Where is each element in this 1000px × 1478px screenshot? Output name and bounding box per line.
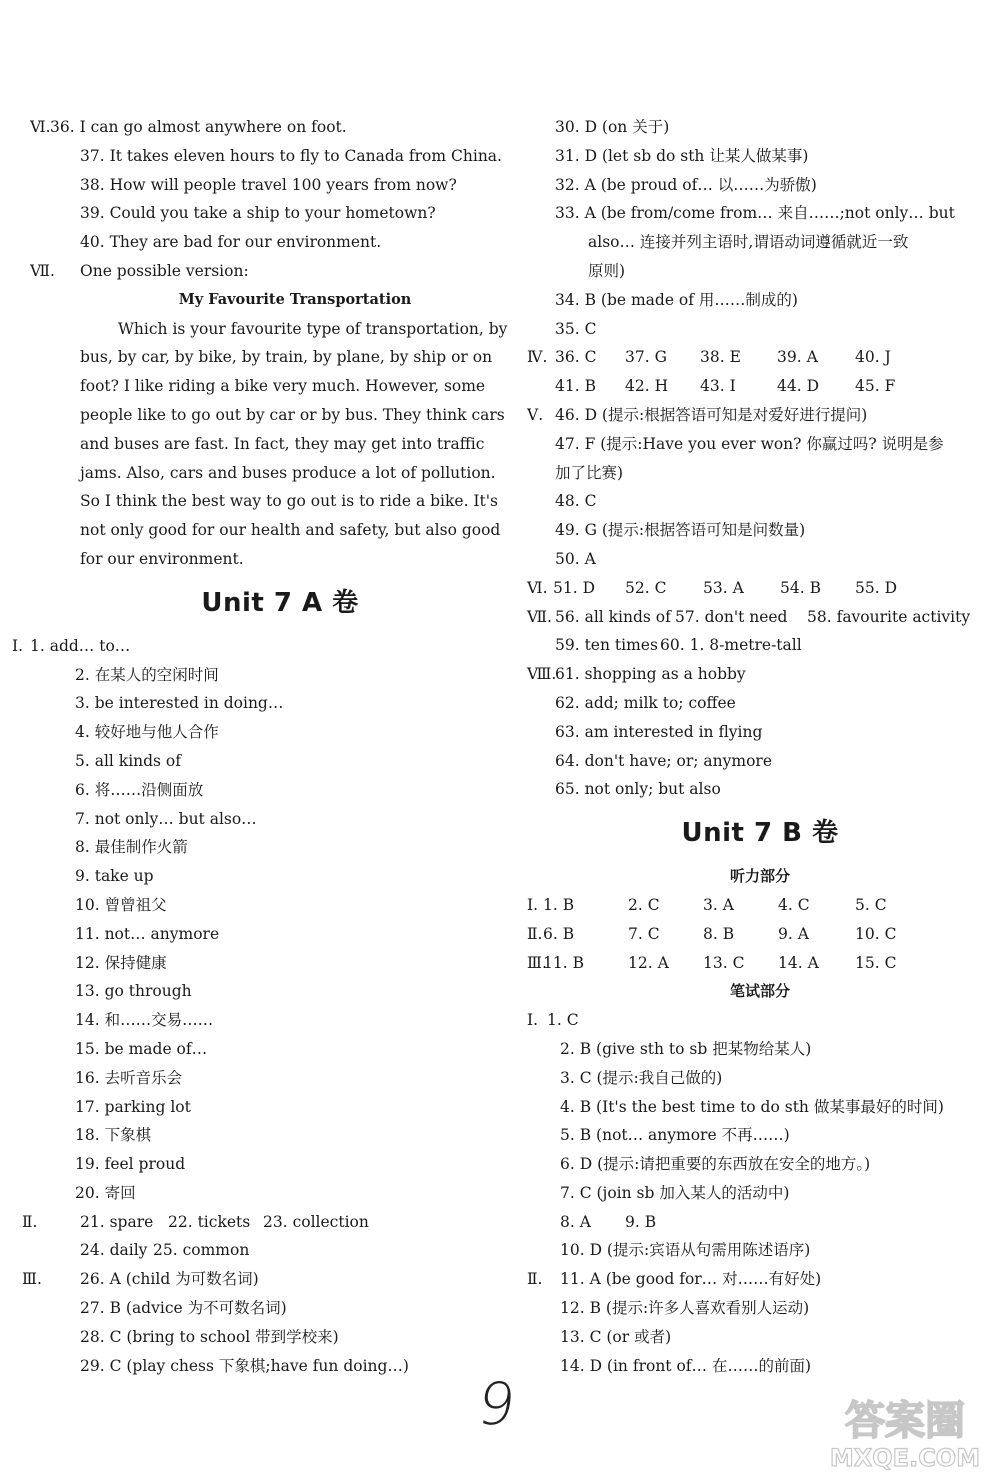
answer-item: 10. D (提示:宾语从句需用陈述语序) <box>560 1241 811 1260</box>
answer-item: 32. A (be proud of… 以……为骄傲) <box>555 175 817 194</box>
answer-item: 48. C <box>555 492 597 511</box>
written-title: 笔试部分 <box>729 982 790 1001</box>
right-line <box>525 315 995 344</box>
essay-line <box>30 343 510 372</box>
left-i-line <box>30 920 510 949</box>
answer-item: 58. favourite activity <box>807 607 971 626</box>
written-ii-line <box>525 1265 995 1294</box>
essay-line <box>30 545 510 574</box>
essay-line <box>30 372 510 401</box>
answer-item: 29. C (play chess 下象棋;have fun doing…) <box>80 1356 409 1375</box>
answer-item: 27. B (advice 为不可数名词) <box>80 1299 287 1318</box>
left-i-line <box>30 718 510 747</box>
answer-item: 13. go through <box>75 982 192 1001</box>
right-viii-line <box>525 689 995 718</box>
answer-item: 61. shopping as a hobby <box>555 665 746 684</box>
answer-item: 10. C <box>855 924 897 943</box>
essay-line <box>30 430 510 459</box>
left-i-line <box>30 1121 510 1150</box>
answer-item: 36. C <box>555 348 597 367</box>
left-i-line <box>30 1006 510 1035</box>
essay-text: people like to go out by car or by bus. They think cars <box>80 405 505 424</box>
section-label: Ⅳ. <box>527 348 548 367</box>
left-i-line <box>30 1064 510 1093</box>
right-v-line <box>525 430 995 459</box>
answer-item: 33. A (be from/come from… 来自……;not only… but <box>555 204 955 223</box>
section-label: Ⅱ. <box>527 1270 543 1289</box>
section-label: Ⅰ. <box>527 895 539 914</box>
section-label: Ⅲ. <box>22 1270 42 1289</box>
right-viii-line <box>525 747 995 776</box>
section-label: Ⅷ. <box>527 665 557 684</box>
left-vi-line <box>30 142 510 171</box>
left-i-line <box>30 805 510 834</box>
answer-item: 6. B <box>543 924 575 943</box>
answer-item: 52. C <box>625 578 667 597</box>
right-iv-line <box>525 343 995 372</box>
right-line <box>525 199 995 228</box>
essay-text: Which is your favourite type of transportation, by <box>118 319 508 338</box>
answer-item: 56. all kinds of <box>555 607 671 626</box>
answer-item: 6. D (提示:请把重要的东西放在安全的地方。) <box>560 1155 871 1174</box>
answer-item: 28. C (bring to school 带到学校来) <box>80 1327 339 1346</box>
answer-item: 11. A (be good for… 对……有好处) <box>560 1270 822 1289</box>
answer-item: 7. C (join sb 加入某人的活动中) <box>560 1183 790 1202</box>
right-line <box>525 286 995 315</box>
left-vii-line <box>30 257 510 286</box>
essay-text: So I think the best way to go out is to ride a bike. It's <box>80 492 498 511</box>
right-vii-line <box>525 603 995 632</box>
right-v-line <box>525 487 995 516</box>
left-iii-line <box>30 1352 510 1381</box>
left-i-line <box>30 1035 510 1064</box>
left-vi-line <box>30 171 510 200</box>
section-label: Ⅱ. <box>22 1212 38 1231</box>
answer-item: 18. 下象棋 <box>75 1126 152 1145</box>
answer-item: 41. B <box>555 377 596 396</box>
answer-item: 43. I <box>700 377 736 396</box>
answer-item: 13. C <box>703 953 745 972</box>
answer-item: 15. be made of… <box>75 1039 208 1058</box>
answer-item: 4. B (It's the best time to do sth 做某事最好的时间) <box>560 1097 944 1116</box>
answer-item: 40. They are bad for our environment. <box>80 233 382 252</box>
right-v-line <box>525 545 995 574</box>
right-iv-line <box>525 372 995 401</box>
written-i-line <box>525 1150 995 1179</box>
answer-item: 22. tickets <box>168 1212 251 1231</box>
listening-title: 听力部分 <box>729 867 790 886</box>
answer-item: 31. D (let sb do sth 让某人做某事) <box>555 146 809 165</box>
answer-item: 25. common <box>153 1241 250 1260</box>
left-i-line <box>30 891 510 920</box>
essay-text: foot? I like riding a bike very much. However, some <box>80 377 486 396</box>
answer-item: 11. not… anymore <box>75 924 220 943</box>
answer-item: 54. B <box>780 578 821 597</box>
answer-item: 加了比赛) <box>555 463 624 482</box>
left-i-line <box>30 949 510 978</box>
right-line <box>525 228 995 257</box>
right-v-line <box>525 401 995 430</box>
left-vi-line-1 <box>30 113 510 142</box>
written-i-line <box>525 1208 995 1237</box>
written-i-line <box>525 1035 995 1064</box>
written-i-line <box>525 1179 995 1208</box>
left-ii-line <box>30 1236 510 1265</box>
left-vi-line <box>30 228 510 257</box>
answer-item: 39. A <box>777 348 818 367</box>
answer-item: 9. take up <box>75 867 154 886</box>
answer-item: 59. ten times <box>555 636 658 655</box>
answer-item: 46. D (提示:根据答语可知是对爱好进行提问) <box>555 405 868 424</box>
answer-item: 3. C (提示:我自己做的) <box>560 1068 723 1087</box>
answer-item: 51. D <box>553 578 596 597</box>
answer-item: 16. 去听音乐会 <box>75 1068 183 1087</box>
answer-item: 2. 在某人的空闲时间 <box>75 665 219 684</box>
answer-item: 23. collection <box>263 1212 369 1231</box>
watermark-text-1: 答案圈 <box>845 1398 965 1444</box>
answer-item: 49. G (提示:根据答语可知是问数量) <box>555 521 806 540</box>
left-iii-line <box>30 1323 510 1352</box>
answer-item: 6. 将……沿侧面放 <box>75 780 204 799</box>
answer-item: 9. A <box>778 924 809 943</box>
answer-item: 26. A (child 为可数名词) <box>80 1270 259 1289</box>
right-column <box>525 113 995 1380</box>
listening-i-line <box>525 891 995 920</box>
answer-item: 63. am interested in flying <box>555 722 763 741</box>
written-i-line <box>525 1006 995 1035</box>
left-ii-line <box>22 1208 510 1237</box>
section-label: Ⅰ. <box>527 1011 539 1030</box>
essay-title: My Favourite Transportation <box>178 290 412 308</box>
left-iii-line <box>22 1265 510 1294</box>
right-viii-line <box>525 660 995 689</box>
answer-item: 65. not only; but also <box>555 780 721 799</box>
right-line <box>525 171 995 200</box>
answer-item: 55. D <box>855 578 898 597</box>
answer-item: 19. feel proud <box>75 1155 186 1174</box>
left-column <box>12 113 510 1380</box>
written-ii-line <box>525 1352 995 1381</box>
left-i-line <box>30 1150 510 1179</box>
written-i-line <box>525 1121 995 1150</box>
unit-b-title: Unit 7 B 卷 <box>681 818 839 849</box>
left-i-line <box>30 747 510 776</box>
essay-text: bus, by car, by bike, by train, by plane, by ship or on <box>80 348 493 367</box>
answer-item: 15. C <box>855 953 897 972</box>
answer-item: 7. not only… but also… <box>75 809 257 828</box>
listening-ii-line <box>525 920 995 949</box>
essay-line <box>30 487 510 516</box>
right-line <box>525 113 995 142</box>
answer-item: 12. A <box>628 953 669 972</box>
answer-item: 5. B (not… anymore 不再……) <box>560 1126 790 1145</box>
written-ii-line <box>525 1323 995 1352</box>
section-label: Ⅲ. <box>527 953 547 972</box>
section-label: Ⅴ. <box>527 405 544 424</box>
answer-item: 17. parking lot <box>75 1097 191 1116</box>
answer-item: 10. 曾曾祖父 <box>75 895 167 914</box>
answer-item: 64. don't have; or; anymore <box>555 751 773 770</box>
answer-item: 36. I can go almost anywhere on foot. <box>50 118 347 136</box>
answer-item: 37. It takes eleven hours to fly to Canada from China. <box>80 146 502 165</box>
answer-item: 53. A <box>703 578 744 597</box>
watermark-logo <box>823 1384 988 1474</box>
right-v-line <box>525 459 995 488</box>
answer-item: 原则) <box>588 261 626 280</box>
left-i-line <box>30 1093 510 1122</box>
answer-item: 47. F (提示:Have you ever won? 你赢过吗? 说明是参 <box>555 434 944 453</box>
essay-text: not only good for our health and safety, but also good <box>80 521 501 540</box>
left-i-line <box>30 862 510 891</box>
answer-item: 3. A <box>703 895 734 914</box>
answer-item: 5. all kinds of <box>75 751 182 770</box>
answer-item: 4. 较好地与他人合作 <box>75 723 219 742</box>
answer-item: 7. C <box>628 924 660 943</box>
right-viii-line <box>525 718 995 747</box>
essay-text: jams. Also, cars and buses produce a lot of pollution. <box>80 463 496 482</box>
section-label: Ⅱ. <box>527 924 543 943</box>
section-label: Ⅶ. <box>30 261 55 280</box>
essay-line <box>30 315 510 344</box>
answer-item: 4. C <box>778 895 810 914</box>
answer-item: 11. B <box>543 953 584 972</box>
written-i-line <box>525 1236 995 1265</box>
answer-item: 42. H <box>625 377 669 396</box>
answer-item: 21. spare <box>80 1212 154 1231</box>
answer-item: 34. B (be made of 用……制成的) <box>555 290 798 309</box>
answer-item: 39. Could you take a ship to your hometown? <box>80 204 436 223</box>
answer-item: 20. 寄回 <box>75 1183 136 1202</box>
answer-item: 8. B <box>703 924 735 943</box>
left-iii-line <box>30 1294 510 1323</box>
essay-line <box>30 516 510 545</box>
right-line <box>525 142 995 171</box>
left-i-line <box>30 776 510 805</box>
right-viii-line <box>525 775 995 804</box>
answer-item: 12. 保持健康 <box>75 953 167 972</box>
listening-iii-line <box>525 949 995 978</box>
section-label: Ⅵ. <box>30 118 51 136</box>
answer-item: 5. C <box>855 895 887 914</box>
answer-item: 50. A <box>555 549 596 568</box>
answer-item: 9. B <box>625 1212 657 1231</box>
essay-text: for our environment. <box>80 549 244 568</box>
essay-line <box>30 401 510 430</box>
section-label: Ⅵ. <box>527 578 548 597</box>
answer-item: 62. add; milk to; coffee <box>555 693 736 712</box>
left-vi-line <box>30 199 510 228</box>
answer-item: 1. C <box>547 1011 579 1030</box>
answer-item: 1. B <box>543 895 575 914</box>
section-label: Ⅶ. <box>527 607 552 626</box>
essay-line <box>30 459 510 488</box>
answer-item: 14. D (in front of… 在……的前面) <box>560 1356 812 1375</box>
left-i-line <box>30 661 510 690</box>
answer-item: 12. B (提示:许多人喜欢看别人运动) <box>560 1299 810 1318</box>
answer-item: 14. A <box>778 953 819 972</box>
right-line <box>525 257 995 286</box>
answer-item: 30. D (on 关于) <box>555 118 670 136</box>
left-i-line <box>30 1179 510 1208</box>
right-v-line <box>525 516 995 545</box>
right-vii-line <box>525 631 995 660</box>
answer-item: 2. C <box>628 895 660 914</box>
answer-item: 8. 最佳制作火箭 <box>75 838 188 857</box>
written-i-line <box>525 1093 995 1122</box>
answer-item: 13. C (or 或者) <box>560 1327 672 1346</box>
answer-item: also… 连接并列主语时,谓语动词遵循就近一致 <box>588 233 909 252</box>
left-i-line <box>30 833 510 862</box>
answer-item: 38. How will people travel 100 years from now? <box>80 175 457 194</box>
essay-text: and buses are fast. In fact, they may get into traffic <box>80 434 485 453</box>
answer-item: 1. add… to… <box>30 636 131 655</box>
answer-item: 60. 1. 8-metre-tall <box>660 636 802 655</box>
answer-item: 38. E <box>700 348 741 367</box>
answer-item: 8. A <box>560 1212 591 1231</box>
answer-item: 40. J <box>855 348 891 367</box>
answer-item: 2. B (give sth to sb 把某物给某人) <box>560 1039 812 1058</box>
left-i-line <box>30 977 510 1006</box>
right-vi-line <box>525 574 995 603</box>
answer-item: 45. F <box>855 377 896 396</box>
answer-item: 37. G <box>625 348 667 367</box>
handwritten-page-number: 9 <box>473 1370 520 1438</box>
left-i-line <box>30 689 510 718</box>
unit-a-title: Unit 7 A 卷 <box>201 587 359 618</box>
left-i-line <box>12 632 510 661</box>
answer-item: 57. don't need <box>675 607 788 626</box>
answer-item: 24. daily <box>80 1241 148 1260</box>
section-label: Ⅰ. <box>12 636 24 655</box>
answer-item: 3. be interested in doing… <box>75 694 284 713</box>
answer-item: 35. C <box>555 319 597 338</box>
written-i-line <box>525 1064 995 1093</box>
essay-intro: One possible version: <box>80 261 249 280</box>
watermark-text-2: MXQE.COM <box>829 1444 981 1472</box>
answer-item: 44. D <box>777 377 820 396</box>
answer-item: 14. 和……交易…… <box>75 1011 214 1030</box>
written-ii-line <box>525 1294 995 1323</box>
